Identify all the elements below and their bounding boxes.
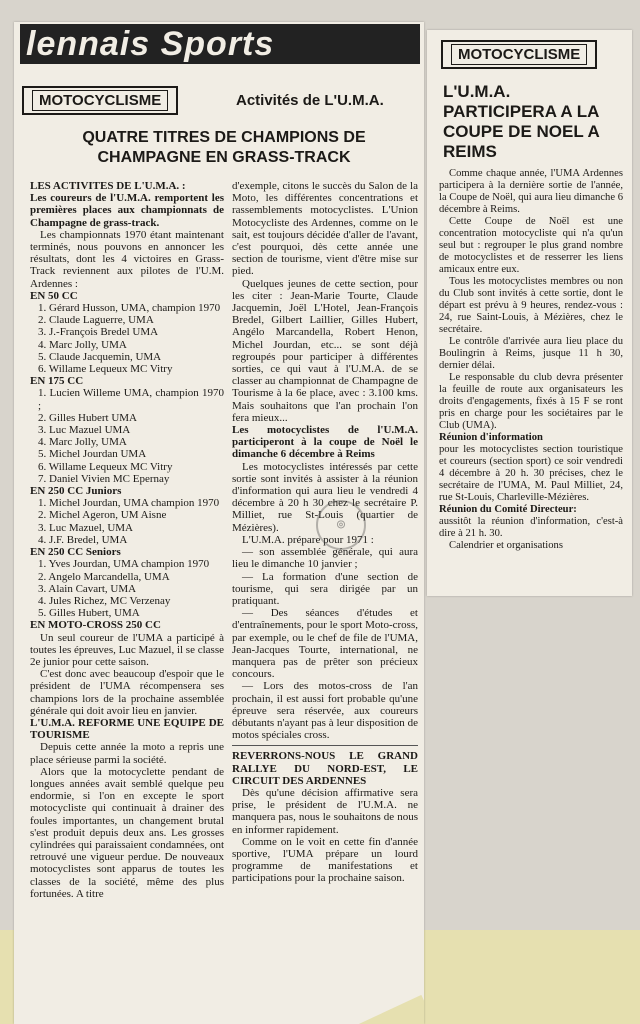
article-subtitle: Activités de L'U.M.A. <box>236 92 384 109</box>
masthead: lennais Sports <box>20 24 420 64</box>
category-heading: EN 50 CC <box>30 289 78 302</box>
right-section-rubric <box>441 40 597 69</box>
paragraph: Dès qu'une décision affirmative sera prise, le président de l'U.M.A. ne manquera pas, nous le souhaitons de nous en informer rapidement. <box>232 786 418 836</box>
paragraph: Calendrier et organisations <box>449 540 563 551</box>
category-heading: EN MOTO-CROSS 250 CC <box>30 619 161 632</box>
torn-corner <box>340 995 424 1024</box>
result-line: 2. Gilles Hubert UMA <box>38 411 137 424</box>
paragraph: — son assemblée générale, qui aura lieu le dimanche 10 janvier ; <box>232 546 418 571</box>
result-line: 5. Gilles Hubert, UMA <box>38 607 140 620</box>
subheading: L'U.M.A. REFORME UNE EQUIPE DE TOURISME <box>30 716 224 742</box>
result-line: 3. Alain Cavart, UMA <box>38 582 137 595</box>
result-line: 1. Gérard Husson, UMA, champion 1970 <box>38 302 221 315</box>
paragraph: Un seul coureur de l'UMA a participé à toutes les épreuves, Luc Mazuel, il se classe 2e junior pour cette saison. <box>30 631 224 668</box>
subheading: Réunion d'information <box>439 432 543 443</box>
paragraph: Tous les motocyclistes membres ou non du Club sont invités à cette sortie, dont le départ est prévu à 9 heures, rendez-vous : 24, rue Saint-Louis, à Mézières, chez le secrétaire. <box>439 276 623 335</box>
subheading: Les coureurs de l'U.M.A. remportent les premières places aux championnats de Champagne de grass-track. <box>30 192 224 229</box>
subheading: LES ACTIVITES DE L'U.M.A. : <box>30 180 186 192</box>
result-line: 6. Willame Lequeux MC Vitry <box>38 363 173 376</box>
section-rubric <box>22 86 178 115</box>
paragraph: L'U.M.A. prépare pour 1971 : <box>242 533 374 546</box>
subheading: Les motocyclistes de l'U.M.A. participeront à la coupe de Noël le dimanche 6 décembre à Reims <box>232 424 418 461</box>
result-line: 2. Michel Ageron, UM Aisne <box>38 509 167 522</box>
paragraph: Comme on le voit en cette fin d'année sportive, l'UMA prépare un lourd programme de manifestations et participations pour la prochaine saison. <box>232 835 418 885</box>
paragraph: Quelques jeunes de cette section, pour les citer : Jean-Marie Tourte, Claude Jacquemin, Joël L'Hotel, Jean-François Bredel, Gilbert Laillier, Gilles Hubert, Angélo Marcandella, Robert Henon, Michel Jourdan, etc... se sont déjà regroupés pour participer à différentes sorties, ce qui vaut à l'U.M.A. de se classer au championnat de Champagne de Tourisme à la 6e place, avec : 3.100 kms. Mais souhaitons que l'an prochain l'on fera mieux... <box>232 277 418 424</box>
paragraph: Depuis cette année la moto a repris une place sérieuse parmi la société. <box>30 741 224 766</box>
result-line: 4. Marc Jolly, UMA <box>38 338 127 351</box>
section-rubric-label: MOTOCYCLISME <box>32 90 168 111</box>
result-line: 1. Yves Jourdan, UMA champion 1970 <box>38 558 210 571</box>
paragraph: Alors que la motocyclette pendant de longues années avait semblé quelque peu endormie, si l'on en excepte le sport motocycliste qui continuait à drainer des foules importantes, un changement brutal s'est produit depuis deux ans. Les grosses cylindrées qui paraissaient condamnées, ont retrouvé une vigueur perdue. De nouveaux motocyclistes sont apparus de toutes les classes de la société, même des plus fortunées. A titre <box>30 765 224 900</box>
result-line: 3. Luc Mazuel, UMA <box>38 521 134 534</box>
right-clipping <box>427 30 632 596</box>
right-article-headline: L'U.M.A. PARTICIPERA A LA COUPE DE NOEL A REIMS <box>443 82 600 161</box>
result-line: 4. Marc Jolly, UMA <box>38 436 127 449</box>
subheading: Réunion du Comité Directeur: <box>439 504 577 515</box>
paragraph: — Lors des motos-cross de l'an prochain, il est aussi fort probable qu'une épreuve sera réservée, aux coureurs débutants n'ayant pas à leur disposition de motos spéciales cross. <box>232 680 418 742</box>
paragraph: C'est donc avec beaucoup d'espoir que le président de l'UMA récompensera ses champions lors de la prochaine assemblée générale qui doit avoir lieu en janvier. <box>30 668 224 717</box>
category-heading: EN 175 CC <box>30 375 84 388</box>
result-line: 5. Michel Jourdan UMA <box>38 448 147 461</box>
result-line: 4. J.F. Bredel, UMA <box>38 533 128 546</box>
result-line: 2. Angelo Marcandella, UMA <box>38 570 170 583</box>
article-headline: QUATRE TITRES DE CHAMPIONS DE CHAMPAGNE EN GRASS-TRACK <box>82 129 366 166</box>
result-line: 1. Lucien Willeme UMA, champion 1970 ; <box>38 387 224 412</box>
paragraph: — Des séances d'études et d'entraînements, pour le sport Moto-cross, par exemple, ou le chef de file de l'UMA, Jean-Jacques Tourte, international, ne manquera pas de prêter son précieux concours. <box>232 607 418 681</box>
paragraph: pour les motocyclistes section touristique et coureurs (section sport) ce soir vendredi 4 décembre à 20 h. 30 précises, chez le secrétaire de l'UMA, M. Paul Milliet, 24, rue St-Louis, Charleville-Mézières. <box>439 444 623 503</box>
paragraph: Comme chaque année, l'UMA Ardennes participera à la dernière sortie de l'année, la Coupe de Noël, qui aura lieu dimanche 6 décembre à Reims. <box>439 168 623 215</box>
article-column-1 <box>30 180 224 900</box>
paragraph: d'exemple, citons le succès du Salon de la Moto, les différentes concentrations et rassemblements motocyclistes. L'Union Motocycliste des Ardennes, comme on le sait, est toujours décidée d'aller de l'avant, c'est pourquoi, dès cette année une section de tourisme, vient d'être mise sur pied. <box>232 180 418 278</box>
stamp-mark: ◎ <box>316 500 366 550</box>
result-line: 3. J.-François Bredel UMA <box>38 326 159 339</box>
paragraph: aussitôt la réunion d'information, c'est-à dire à 21 h. 30. <box>439 516 623 539</box>
left-clipping <box>14 22 424 1024</box>
right-section-rubric-label: MOTOCYCLISME <box>451 44 587 65</box>
paragraph: Le contrôle d'arrivée aura lieu place du Boulingrin à Reims, jusque 11 h 30, dernier délai. <box>439 336 623 371</box>
result-line: 4. Jules Richez, MC Verzenay <box>38 594 171 607</box>
category-heading: EN 250 CC Juniors <box>30 485 122 498</box>
paragraph: Les championnats 1970 étant maintenant terminés, nous pouvons en annoncer les résultats, dont les 4 victoires en Grass-Track reviennent aux pilotes de l'U.M. Ardennes : <box>30 228 224 290</box>
right-article-body <box>439 168 623 552</box>
category-heading: EN 250 CC Seniors <box>30 546 121 559</box>
paragraph: — La formation d'une section de tourisme, qui sera dirigée par un pratiquant. <box>232 570 418 607</box>
separator <box>232 745 418 746</box>
paragraph: Cette Coupe de Noël est une concentration motocycliste qui n'a qu'un seul but : regrouper le plus grand nombre de motocyclistes et de resserrer les liens amicaux entre eux. <box>439 216 623 275</box>
result-line: 6. Willame Lequeux MC Vitry <box>38 460 173 473</box>
paragraph: Les motocyclistes intéressés par cette sortie sont invités à assister à la réunion d'information qui aura lieu le vendredi 4 décembre à 20 h 30 chez le secrétaire P. Milliet, rue St-Louis (quartier de Mézières). <box>232 460 418 534</box>
result-line: 7. Daniel Vivien MC Epernay <box>38 472 170 485</box>
paragraph: Le responsable du club devra présenter la feuille de route aux organisateurs les droits d'engagements, fixés à 15 F se ront pris en charge pour les sociétaires par le Club (UMA). <box>439 372 623 431</box>
result-line: 2. Claude Laguerre, UMA <box>38 314 154 327</box>
result-line: 1. Michel Jourdan, UMA champion 1970 <box>38 497 220 510</box>
result-line: 3. Luc Mazuel UMA <box>38 424 131 437</box>
subheading: REVERRONS-NOUS LE GRAND RALLYE DU NORD-EST, LE CIRCUIT DES ARDENNES <box>232 750 418 787</box>
result-line: 5. Claude Jacquemin, UMA <box>38 350 162 363</box>
